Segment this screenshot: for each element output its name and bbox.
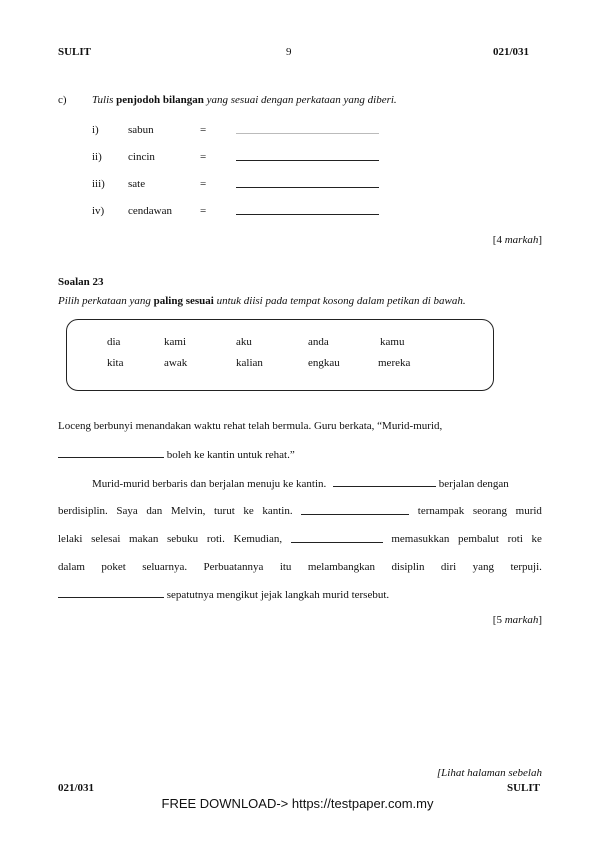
passage-word: Saya — [116, 505, 138, 517]
passage-line-2 — [58, 448, 295, 461]
answer-blank[interactable] — [58, 588, 164, 598]
instruction-suffix: untuk diisi pada tempat kosong dalam petikan di bawah. — [216, 295, 466, 307]
passage-text: Murid-murid berbaris dan berjalan menuju ke kantin. — [92, 478, 327, 490]
passage-word: Melvin, — [170, 505, 206, 517]
passage-line-5 — [58, 533, 542, 545]
question-instruction — [58, 295, 466, 307]
equals-sign: = — [200, 151, 207, 163]
header-code: 021/031 — [493, 46, 530, 58]
part-c-label: c) — [58, 94, 67, 106]
passage-word: itu — [279, 561, 292, 573]
passage-word: seluarnya. — [142, 561, 188, 573]
word-bank-option[interactable]: dia — [107, 336, 121, 348]
passage-word: roti. — [206, 533, 225, 545]
marks-open: [5 — [492, 614, 505, 626]
marks-c — [493, 234, 542, 246]
answer-blank[interactable] — [301, 505, 409, 515]
passage-word: roti — [507, 533, 523, 545]
question-title: Soalan 23 — [58, 276, 104, 288]
passage-word: lelaki — [58, 533, 83, 545]
passage-line-6 — [58, 561, 542, 573]
page-number: 9 — [286, 46, 292, 58]
header-sulit: SULIT — [58, 46, 92, 58]
marks-close: ] — [538, 234, 542, 246]
passage-line-1: Loceng berbunyi menandakan waktu rehat telah bermula. Guru berkata, “Murid-murid, — [58, 420, 443, 432]
footer-sulit: SULIT — [506, 782, 540, 794]
item-word: cendawan — [128, 205, 172, 217]
marks-23 — [493, 614, 542, 626]
passage-word: ke — [243, 505, 254, 517]
passage-word: berdisiplin. — [58, 505, 108, 517]
marks-word: markah — [504, 614, 539, 626]
passage-word: turut — [214, 505, 235, 517]
answer-blank[interactable] — [333, 477, 436, 487]
passage-word: terpuji. — [510, 561, 542, 573]
word-bank-option[interactable]: awak — [164, 357, 188, 369]
next-page-note: [Lihat halaman sebelah — [436, 767, 542, 779]
passage-word: poket — [101, 561, 126, 573]
passage-word: memasukkan — [391, 533, 450, 545]
passage-word: makan — [129, 533, 159, 545]
instruction-keyword: penjodoh bilangan — [116, 94, 204, 106]
equals-sign: = — [200, 178, 207, 190]
passage-word: ternampak — [417, 505, 465, 517]
marks-open: [4 — [492, 234, 505, 246]
marks-close: ] — [538, 614, 542, 626]
passage-word: selesai — [91, 533, 121, 545]
item-number: ii) — [92, 151, 102, 163]
word-bank-option[interactable]: kami — [164, 336, 186, 348]
passage-word: sebuku — [167, 533, 199, 545]
passage-word: dalam — [58, 561, 85, 573]
passage-word: murid — [515, 505, 542, 517]
passage-word: yang — [472, 561, 495, 573]
footer-code: 021/031 — [58, 782, 95, 794]
item-word: sate — [128, 178, 146, 190]
word-bank-option[interactable]: kita — [107, 357, 124, 369]
word-bank-option[interactable]: mereka — [378, 357, 411, 369]
word-bank-box — [66, 319, 494, 391]
passage-word: dan — [146, 505, 163, 517]
word-bank-option[interactable]: anda — [308, 336, 329, 348]
passage-word: Perbuatannya — [203, 561, 264, 573]
instruction-keyword: paling sesuai — [153, 295, 214, 307]
passage-word: seorang — [472, 505, 508, 517]
item-word: cincin — [128, 151, 155, 163]
word-bank-option[interactable]: kamu — [380, 336, 405, 348]
answer-blank[interactable] — [291, 533, 383, 543]
item-number: i) — [92, 124, 99, 136]
passage-line-7 — [58, 588, 389, 601]
answer-blank[interactable] — [236, 151, 379, 161]
item-number: iv) — [92, 205, 105, 217]
item-word: sabun — [128, 124, 154, 136]
passage-word: Kemudian, — [233, 533, 283, 545]
answer-blank[interactable] — [58, 448, 164, 458]
answer-blank[interactable] — [236, 178, 379, 188]
instruction-prefix: Tulis — [92, 94, 114, 106]
marks-word: markah — [504, 234, 539, 246]
passage-text: boleh ke kantin untuk rehat.” — [166, 449, 295, 461]
equals-sign: = — [200, 124, 207, 136]
passage-line-4 — [58, 505, 542, 517]
part-c-instruction — [92, 94, 397, 106]
instruction-prefix: Pilih perkataan yang — [58, 295, 151, 307]
word-bank-option[interactable]: kalian — [236, 357, 263, 369]
passage-word: disiplin — [391, 561, 425, 573]
equals-sign: = — [200, 205, 207, 217]
passage-word: pembalut — [458, 533, 499, 545]
passage-word: melambangkan — [307, 561, 376, 573]
passage-word: ke — [531, 533, 542, 545]
instruction-suffix: yang sesuai dengan perkataan yang diberi. — [206, 94, 397, 106]
passage-text: sepatutnya mengikut jejak langkah murid tersebut. — [166, 589, 390, 601]
word-bank-option[interactable]: aku — [236, 336, 252, 348]
item-number: iii) — [92, 178, 105, 190]
word-bank-option[interactable]: engkau — [308, 357, 340, 369]
download-link[interactable]: FREE DOWNLOAD-> https://testpaper.com.my — [161, 796, 434, 811]
passage-text: berjalan dengan — [438, 478, 509, 490]
passage-word: kantin. — [262, 505, 293, 517]
passage-line-3 — [92, 477, 509, 490]
answer-blank[interactable] — [236, 124, 379, 134]
passage-word: diri — [440, 561, 457, 573]
answer-blank[interactable] — [236, 205, 379, 215]
